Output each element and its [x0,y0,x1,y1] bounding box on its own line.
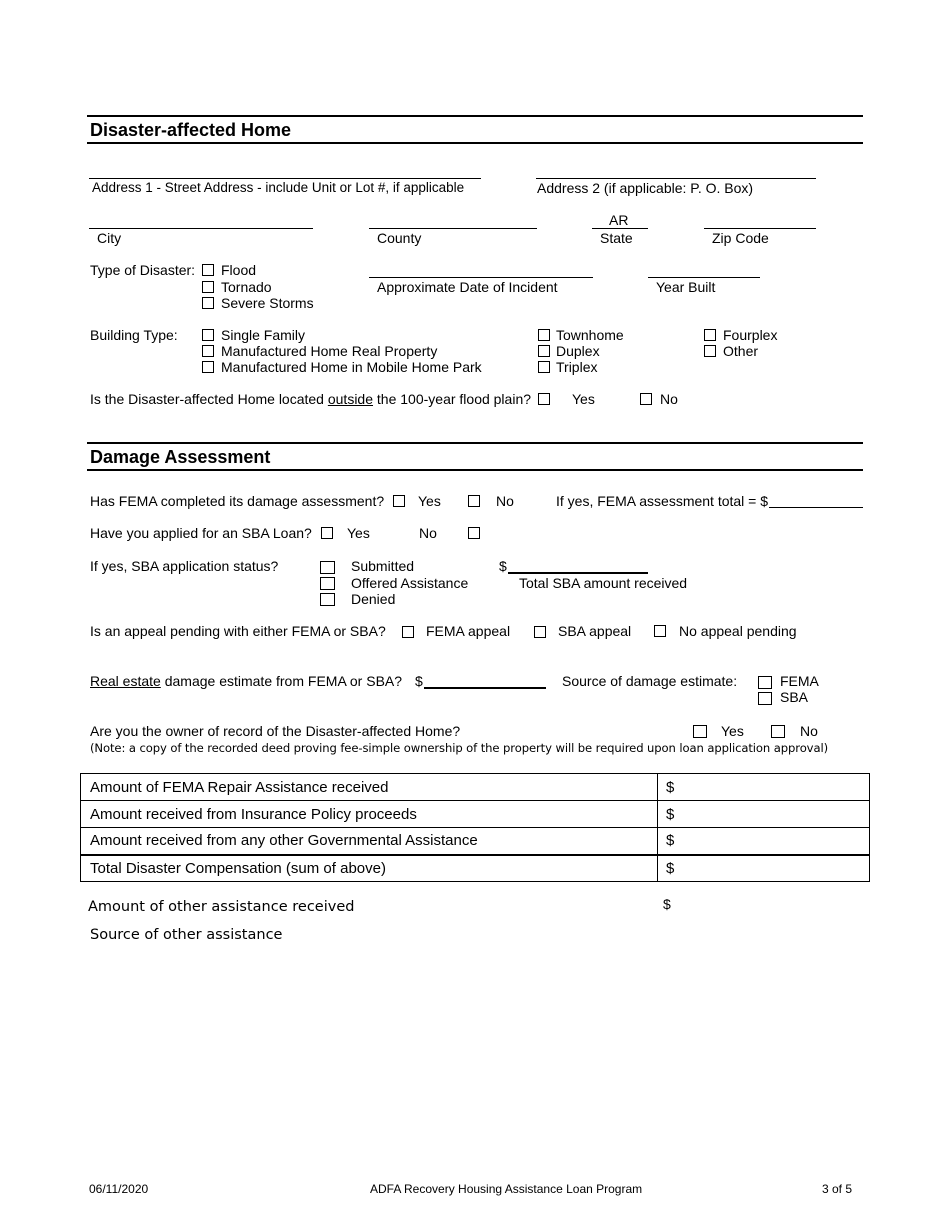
table-row [81,855,870,882]
year-built-field[interactable] [648,277,760,278]
total-compensation-amount[interactable]: $ [658,855,870,882]
section-rule-top [87,115,863,117]
owner-yes-checkbox[interactable] [693,725,707,738]
address1-field[interactable] [89,178,481,179]
manufactured-real-property-checkbox[interactable] [202,345,214,357]
no-appeal-label: No appeal pending [679,623,797,639]
zip-label: Zip Code [712,230,769,246]
flood-plain-no-label: No [660,391,678,407]
estimate-question: Real estate damage estimate from FEMA or SBA? [90,673,403,689]
sba-yes-label: Yes [347,525,370,541]
fema-total-label: If yes, FEMA assessment total = $ [556,493,769,509]
fema-repair-label: Amount of FEMA Repair Assistance received [81,774,658,801]
sba-denied-checkbox[interactable] [320,593,335,606]
city-field[interactable] [89,228,313,229]
duplex-checkbox[interactable] [538,345,550,357]
sba-yes-checkbox[interactable] [321,527,333,539]
fourplex-label: Fourplex [723,327,778,343]
other-assistance-amount[interactable]: $ [663,896,671,912]
city-label: City [97,230,122,246]
table-row [81,801,870,828]
fourplex-checkbox[interactable] [704,329,716,341]
footer-program: ADFA Recovery Housing Assistance Loan Program [370,1182,643,1196]
year-built-label: Year Built [656,279,716,295]
sba-no-checkbox[interactable] [468,527,480,539]
source-fema-checkbox[interactable] [758,676,772,689]
owner-note: (Note: a copy of the recorded deed proving fee-simple ownership of the property will be required upon loan application approval) [90,741,828,755]
disaster-type-label: Type of Disaster: [90,262,196,278]
other-assistance-source-label: Source of other assistance [90,927,283,943]
flood-checkbox[interactable] [202,264,214,276]
state-value[interactable]: AR [609,212,629,228]
fema-repair-amount[interactable]: $ [658,774,870,801]
gov-assistance-label: Amount received from any other Governmental Assistance [81,828,658,855]
sba-appeal-label: SBA appeal [558,623,632,639]
zip-field[interactable] [704,228,816,229]
address1-label: Address 1 - Street Address - include Unit or Lot #, if applicable [92,180,465,195]
footer-date: 06/11/2020 [89,1182,149,1196]
address2-label: Address 2 (if applicable: P. O. Box) [537,180,754,196]
estimate-dollar: $ [415,673,423,689]
source-fema-label: FEMA [780,673,819,689]
sba-denied-label: Denied [351,591,396,607]
severe-storms-checkbox[interactable] [202,297,214,309]
state-field [592,228,648,229]
sba-submitted-label: Submitted [351,558,415,574]
section-rule-bottom [87,469,863,471]
building-type-label: Building Type: [90,327,178,343]
fema-yes-label: Yes [418,493,441,509]
sba-submitted-checkbox[interactable] [320,561,335,574]
insurance-amount[interactable]: $ [658,801,870,828]
sba-offered-label: Offered Assistance [351,575,469,591]
fema-assessment-question: Has FEMA completed its damage assessment? [90,493,385,509]
section-title-damage: Damage Assessment [90,447,271,467]
sba-no-label: No [419,525,437,541]
county-label: County [377,230,422,246]
other-assistance-label: Amount of other assistance received [88,899,355,915]
duplex-label: Duplex [556,343,600,359]
section-title-home: Disaster-affected Home [90,120,292,140]
severe-storms-label: Severe Storms [221,295,314,311]
owner-no-label: No [800,723,818,739]
sba-amount-dollar: $ [499,558,507,574]
sba-total-label: Total SBA amount received [519,575,688,591]
incident-date-field[interactable] [369,277,593,278]
compensation-table [80,773,870,882]
sba-status-question: If yes, SBA application status? [90,558,279,574]
single-family-checkbox[interactable] [202,329,214,341]
other-building-label: Other [723,343,759,359]
sba-appeal-checkbox[interactable] [534,626,546,638]
table-row [81,774,870,801]
townhome-checkbox[interactable] [538,329,550,341]
appeal-question: Is an appeal pending with either FEMA or SBA? [90,623,386,639]
fema-yes-checkbox[interactable] [393,495,405,507]
triplex-label: Triplex [556,359,598,375]
flood-plain-no-checkbox[interactable] [640,393,652,405]
no-appeal-checkbox[interactable] [654,625,666,637]
flood-plain-question: Is the Disaster-affected Home located outside the 100-year flood plain? [90,391,532,407]
county-field[interactable] [369,228,537,229]
sba-amount-field[interactable] [508,572,648,574]
source-sba-checkbox[interactable] [758,692,772,705]
flood-plain-yes-checkbox[interactable] [538,393,550,405]
single-family-label: Single Family [221,327,306,343]
triplex-checkbox[interactable] [538,361,550,373]
insurance-label: Amount received from Insurance Policy proceeds [81,801,658,828]
owner-no-checkbox[interactable] [771,725,785,738]
fema-appeal-checkbox[interactable] [402,626,414,638]
flood-label: Flood [221,262,257,278]
table-row [81,828,870,855]
flood-plain-yes-label: Yes [572,391,595,407]
fema-no-label: No [496,493,514,509]
owner-yes-label: Yes [721,723,744,739]
section-rule-bottom [87,142,863,144]
manufactured-real-property-label: Manufactured Home Real Property [221,343,438,359]
manufactured-mobile-park-checkbox[interactable] [202,361,214,373]
fema-no-checkbox[interactable] [468,495,480,507]
estimate-amount-field[interactable] [424,687,546,689]
footer-page: 3 of 5 [822,1182,853,1196]
address2-field[interactable] [536,178,816,179]
state-label: State [600,230,633,246]
incident-date-label: Approximate Date of Incident [377,279,558,295]
sba-loan-question: Have you applied for an SBA Loan? [90,525,312,541]
owner-question: Are you the owner of record of the Disaster-affected Home? [90,723,461,739]
estimate-source-label: Source of damage estimate: [562,673,738,689]
tornado-label: Tornado [221,279,272,295]
source-sba-label: SBA [780,689,809,705]
tornado-checkbox[interactable] [202,281,214,293]
townhome-label: Townhome [556,327,624,343]
section-rule-top [87,442,863,444]
gov-assistance-amount[interactable]: $ [658,828,870,855]
fema-total-field[interactable] [769,507,863,508]
sba-offered-checkbox[interactable] [320,577,335,590]
other-building-checkbox[interactable] [704,345,716,357]
fema-appeal-label: FEMA appeal [426,623,511,639]
manufactured-mobile-park-label: Manufactured Home in Mobile Home Park [221,359,482,375]
total-compensation-label: Total Disaster Compensation (sum of above) [81,855,658,882]
